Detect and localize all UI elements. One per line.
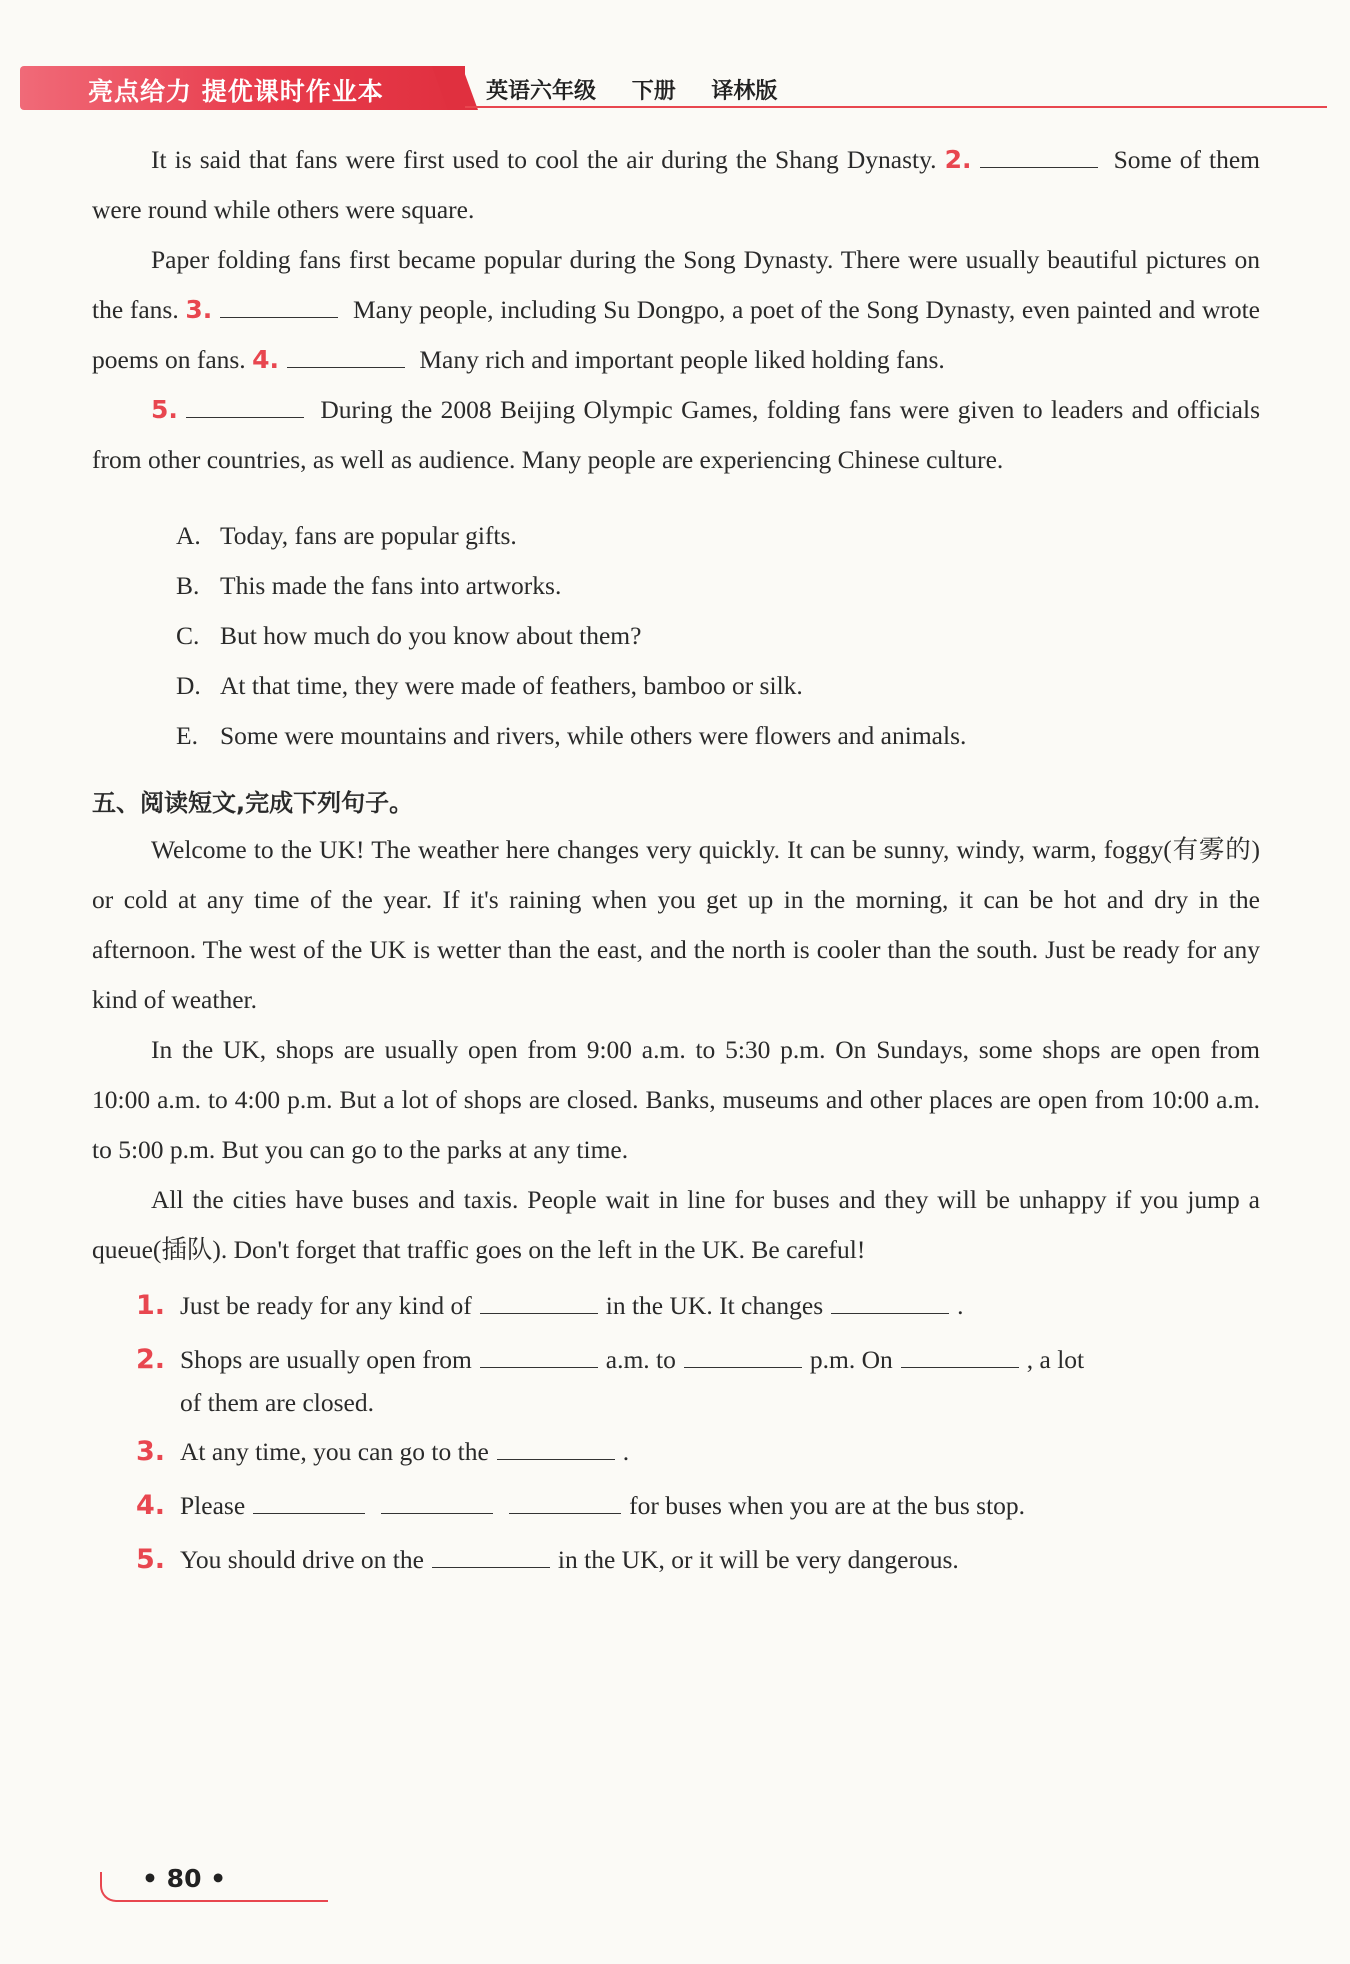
answer-blank-2[interactable] <box>980 143 1098 168</box>
question-3 <box>80 1425 1260 1479</box>
passage1-paragraph-3 <box>92 385 1260 485</box>
question-text: a.m. to <box>605 1345 676 1374</box>
passage-text: Many rich and important people liked holding fans. <box>419 345 945 374</box>
question-text: Shops are usually open from <box>180 1345 472 1374</box>
blank-number-2: 2. <box>944 145 972 174</box>
q2-blank-1[interactable] <box>480 1343 598 1368</box>
option-letter: B. <box>176 571 200 600</box>
question-text: in the UK. It changes <box>605 1291 824 1320</box>
book-edition: 译林版 <box>711 79 778 104</box>
blank-number-3: 3. <box>185 295 213 324</box>
question-1 <box>80 1279 1260 1333</box>
question-list <box>92 1279 1260 1587</box>
question-text: You should drive on the <box>180 1545 424 1574</box>
page-content <box>92 135 1260 1587</box>
question-text: for buses when you are at the bus stop. <box>629 1491 1026 1520</box>
option-text: Today, fans are popular gifts. <box>220 521 517 550</box>
page-number: • 80 • <box>142 1864 227 1893</box>
passage1-paragraph-2 <box>92 235 1260 385</box>
passage1-paragraph-1 <box>92 135 1260 235</box>
q4-blank-2[interactable] <box>381 1489 493 1514</box>
passage-text: Paper folding fans first became popular during the Song Dynasty. There were usually beautiful pictures on the fans. <box>92 245 1260 324</box>
passage-text: Some of them were round while others were square. <box>92 145 1261 224</box>
question-number: 4. <box>136 1490 166 1521</box>
question-number: 1. <box>136 1290 166 1321</box>
answer-blank-5[interactable] <box>186 393 304 418</box>
footer-curve-decoration <box>100 1872 136 1902</box>
option-b <box>176 561 1260 611</box>
question-text: Just be ready for any kind of <box>180 1291 472 1320</box>
question-number: 5. <box>136 1544 166 1575</box>
answer-blank-4[interactable] <box>287 343 405 368</box>
option-d <box>176 661 1260 711</box>
option-list <box>176 511 1260 761</box>
blank-number-4: 4. <box>252 345 279 374</box>
passage-text: It is said that fans were first used to cool the air during the Shang Dynasty. <box>151 145 937 174</box>
q1-blank-2[interactable] <box>831 1289 949 1314</box>
section5-paragraph-2: In the UK, shops are usually open from 9:00 a.m. to 5:30 p.m. On Sundays, some shops are open from 10:00 a.m. to 4:00 p.m. But a lot of shops are closed. Banks, museums and other places are open from 10:00 a.m. to 5:00 p.m. But you can go to the parks at any time. <box>92 1035 1260 1164</box>
book-volume: 下册 <box>631 79 676 104</box>
option-letter: A. <box>176 521 201 550</box>
book-info <box>486 74 805 105</box>
option-a <box>176 511 1260 561</box>
option-letter: D. <box>176 671 201 700</box>
question-5 <box>80 1533 1260 1587</box>
question-text: At any time, you can go to the <box>180 1437 489 1466</box>
option-text: At that time, they were made of feathers, bamboo or silk. <box>220 671 803 700</box>
header-rule <box>465 106 1327 108</box>
question-text: p.m. On <box>809 1345 893 1374</box>
question-text: in the UK, or it will be very dangerous. <box>557 1545 959 1574</box>
option-letter: C. <box>176 621 200 650</box>
option-letter: E. <box>176 721 198 750</box>
answer-blank-3[interactable] <box>220 293 338 318</box>
q1-blank-1[interactable] <box>480 1289 598 1314</box>
option-text: This made the fans into artworks. <box>220 571 562 600</box>
section5-paragraph-3: All the cities have buses and taxis. People wait in line for buses and they will be unhappy if you jump a queue(插队). Don't forget that traffic goes on the left in the UK. Be careful! <box>92 1185 1260 1264</box>
section-5-title: 五、阅读短文,完成下列句子。 <box>92 789 414 817</box>
option-c <box>176 611 1260 661</box>
footer-rule <box>132 1900 328 1902</box>
option-text: Some were mountains and rivers, while others were flowers and animals. <box>220 721 967 750</box>
question-number: 2. <box>136 1344 166 1375</box>
question-4 <box>80 1479 1260 1533</box>
question-2 <box>80 1333 1260 1425</box>
q2-blank-2[interactable] <box>684 1343 802 1368</box>
option-e <box>176 711 1260 761</box>
passage-text: Many people, including Su Dongpo, a poet of the Song Dynasty, even painted and wrote poems on fans. <box>92 295 1261 374</box>
question-text: , a lot <box>1026 1345 1085 1374</box>
q4-blank-1[interactable] <box>253 1489 365 1514</box>
q3-blank-1[interactable] <box>497 1435 615 1460</box>
option-text: But how much do you know about them? <box>220 621 642 650</box>
q2-blank-3[interactable] <box>901 1343 1019 1368</box>
book-subject: 英语六年级 <box>486 79 597 104</box>
brand-title: 亮点给力 提优课时作业本 <box>88 77 384 106</box>
q5-blank-1[interactable] <box>432 1543 550 1568</box>
page-header <box>0 62 1330 112</box>
question-text: Please <box>180 1491 246 1520</box>
question-text: . <box>622 1437 630 1466</box>
q4-blank-3[interactable] <box>509 1489 621 1514</box>
section5-paragraph-1: Welcome to the UK! The weather here changes very quickly. It can be sunny, windy, warm, foggy(有雾的) or cold at any time of the year. If it's raining when you get up in the morning, it can be hot and dry in the afternoon. The west of the UK is wetter than the east, and the north is cooler than the south. Just be ready for any kind of weather. <box>92 835 1260 1014</box>
passage-text: During the 2008 Beijing Olympic Games, folding fans were given to leaders and officials from other countries, as well as audience. Many people are experiencing Chinese culture. <box>92 395 1260 474</box>
question-number: 3. <box>136 1436 166 1467</box>
blank-number-5: 5. <box>151 395 178 424</box>
question-text: of them are closed. <box>180 1388 375 1417</box>
question-text: . <box>957 1291 964 1320</box>
